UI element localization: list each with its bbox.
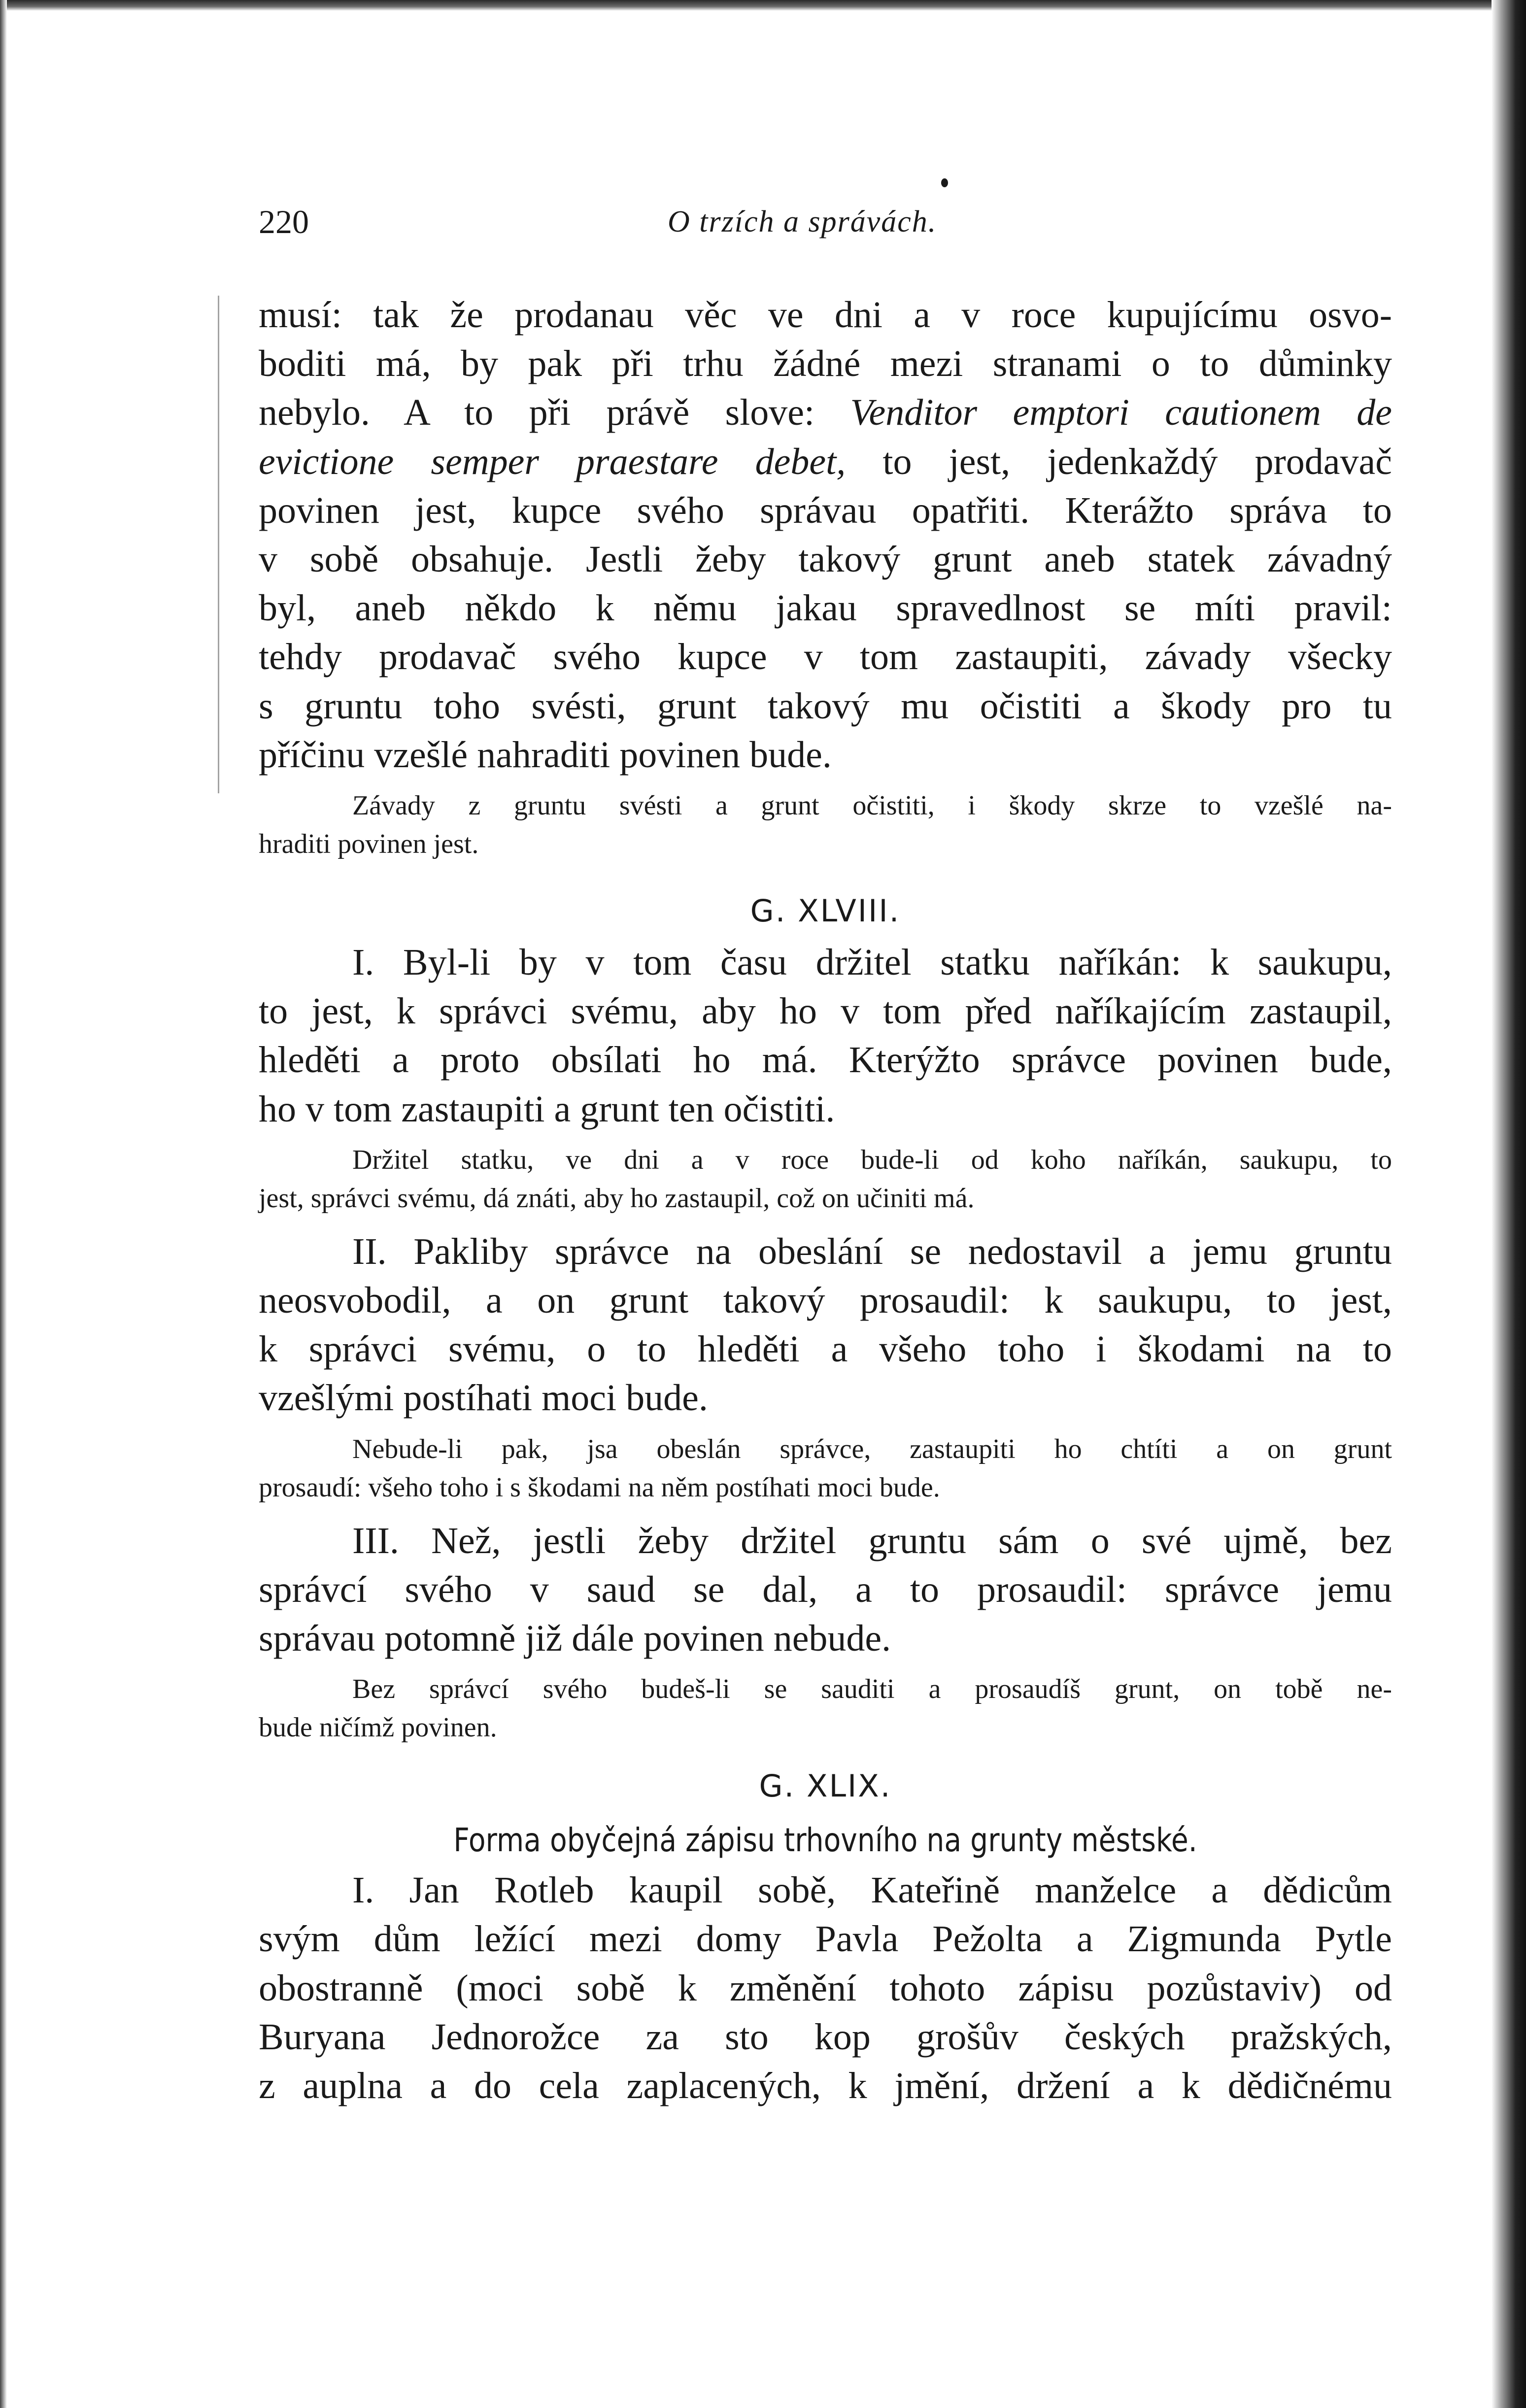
paragraph-5 xyxy=(259,1866,1392,2110)
text-line: obostranně (moci sobě k změnění tohoto zápisu pozůstaviv) od xyxy=(259,1967,1392,2009)
text-line: povinen jest, kupce svého správau opatřiti. Kterážto správa to xyxy=(259,489,1392,531)
text-line: musí: tak že prodanau věc ve dni a v roce kupujícímu osvo- xyxy=(259,294,1392,336)
page-header xyxy=(259,197,1446,246)
text-run: nebylo. A to při právě slove: xyxy=(259,392,850,434)
margin-pencil-mark xyxy=(218,296,219,793)
scan-edge-top xyxy=(0,0,1526,11)
text-line: II. Pakliby správce na obeslání se nedostavil a jemu gruntu xyxy=(352,1230,1392,1272)
text-line xyxy=(259,388,1392,437)
note-line: Držitel statku, ve dni a v roce bude-li od koho naříkán, saukupu, to xyxy=(352,1144,1392,1175)
text-run: to jest, jedenkaždý prodavač xyxy=(846,441,1392,482)
paragraph-1 xyxy=(259,291,1392,780)
text-line: Buryana Jednorožce za sto kop grošův českých pražských, xyxy=(259,2016,1392,2058)
text-line: III. Než, jestli žeby držitel gruntu sám o své ujmě, bez xyxy=(352,1520,1392,1561)
scan-edge-right xyxy=(1492,0,1526,2408)
summary-note-1 xyxy=(259,786,1392,863)
text-line: I. Jan Rotleb kaupil sobě, Kateřině manželce a dědicům xyxy=(352,1869,1392,1911)
note-line: hraditi povinen jest. xyxy=(259,829,479,860)
text-line: boditi má, by pak při trhu žádné mezi stranami o to důminky xyxy=(259,343,1392,385)
paragraph-2 xyxy=(259,938,1392,1134)
latin-quote: Venditor emptori cautionem de xyxy=(850,392,1392,434)
page-number: 220 xyxy=(259,203,309,240)
text-line: neosvobodil, a on grunt takový prosaudil: k saukupu, to jest, xyxy=(259,1280,1392,1322)
paragraph-3 xyxy=(259,1227,1392,1423)
text-line: svým dům ležící mezi domy Pavla Pežolta a Zigmunda Pytle xyxy=(259,1918,1392,1960)
summary-note-3 xyxy=(259,1430,1392,1507)
section-heading-xlviii: G. XLVIII. xyxy=(750,893,901,929)
note-line: Nebude-li pak, jsa obeslán správce, zastaupiti ho chtíti a on grunt xyxy=(352,1433,1392,1464)
page-body xyxy=(259,291,1392,2110)
text-line: I. Byl-li by v tom času držitel statku naříkán: k saukupu, xyxy=(352,942,1392,984)
text-line: byl, aneb někdo k němu jakau spravedlnost se míti pravil: xyxy=(259,587,1392,629)
paragraph-4 xyxy=(259,1517,1392,1663)
section-heading-xlix: G. XLIX. xyxy=(759,1768,892,1804)
form-title: Forma obyčejná zápisu trhovního na grunty městské. xyxy=(453,1821,1197,1860)
latin-quote: evictione semper praestare debet, xyxy=(259,441,846,482)
ink-dot xyxy=(941,178,948,187)
text-line: v sobě obsahuje. Jestli žeby takový grunt aneb statek závadný xyxy=(259,539,1392,580)
text-line: k správci svému, o to hleděti a všeho toho i škodami na to xyxy=(259,1328,1392,1370)
text-line: z auplna a do cela zaplacených, k jmění, držení a k dědičnému xyxy=(259,2065,1392,2107)
summary-note-2 xyxy=(259,1141,1392,1218)
summary-note-4 xyxy=(259,1670,1392,1747)
text-line: ho v tom zastaupiti a grunt ten očistiti. xyxy=(259,1088,835,1130)
text-line: s gruntu toho svésti, grunt takový mu očistiti a škody pro tu xyxy=(259,685,1392,727)
scan-edge-left xyxy=(0,0,7,2408)
running-title: O trzích a správách. xyxy=(668,205,937,238)
text-line xyxy=(259,438,1392,486)
note-line: prosaudí: všeho toho i s škodami na něm postíhati moci bude. xyxy=(259,1472,940,1503)
note-line: Závady z gruntu svésti a grunt očistiti, i škody skrze to vzešlé na- xyxy=(352,790,1392,821)
note-line: bude ničímž povinen. xyxy=(259,1712,497,1743)
note-line: jest, správci svému, dá znáti, aby ho zastaupil, což on učiniti má. xyxy=(259,1183,975,1214)
text-line: správcí svého v saud se dal, a to prosaudil: správce jemu xyxy=(259,1568,1392,1610)
note-line: Bez správcí svého budeš-li se sauditi a prosaudíš grunt, on tobě ne- xyxy=(352,1674,1392,1705)
text-line: to jest, k správci svému, aby ho v tom před naříkajícím zastaupil, xyxy=(259,990,1392,1032)
text-line: vzešlými postíhati moci bude. xyxy=(259,1377,708,1419)
text-line: příčinu vzešlé nahraditi povinen bude. xyxy=(259,734,832,776)
text-line: správau potomně již dále povinen nebude. xyxy=(259,1618,891,1660)
text-line: tehdy prodavač svého kupce v tom zastaupiti, závady všecky xyxy=(259,636,1392,678)
text-line: hleděti a proto obsílati ho má. Kterýžto správce povinen bude, xyxy=(259,1039,1392,1081)
